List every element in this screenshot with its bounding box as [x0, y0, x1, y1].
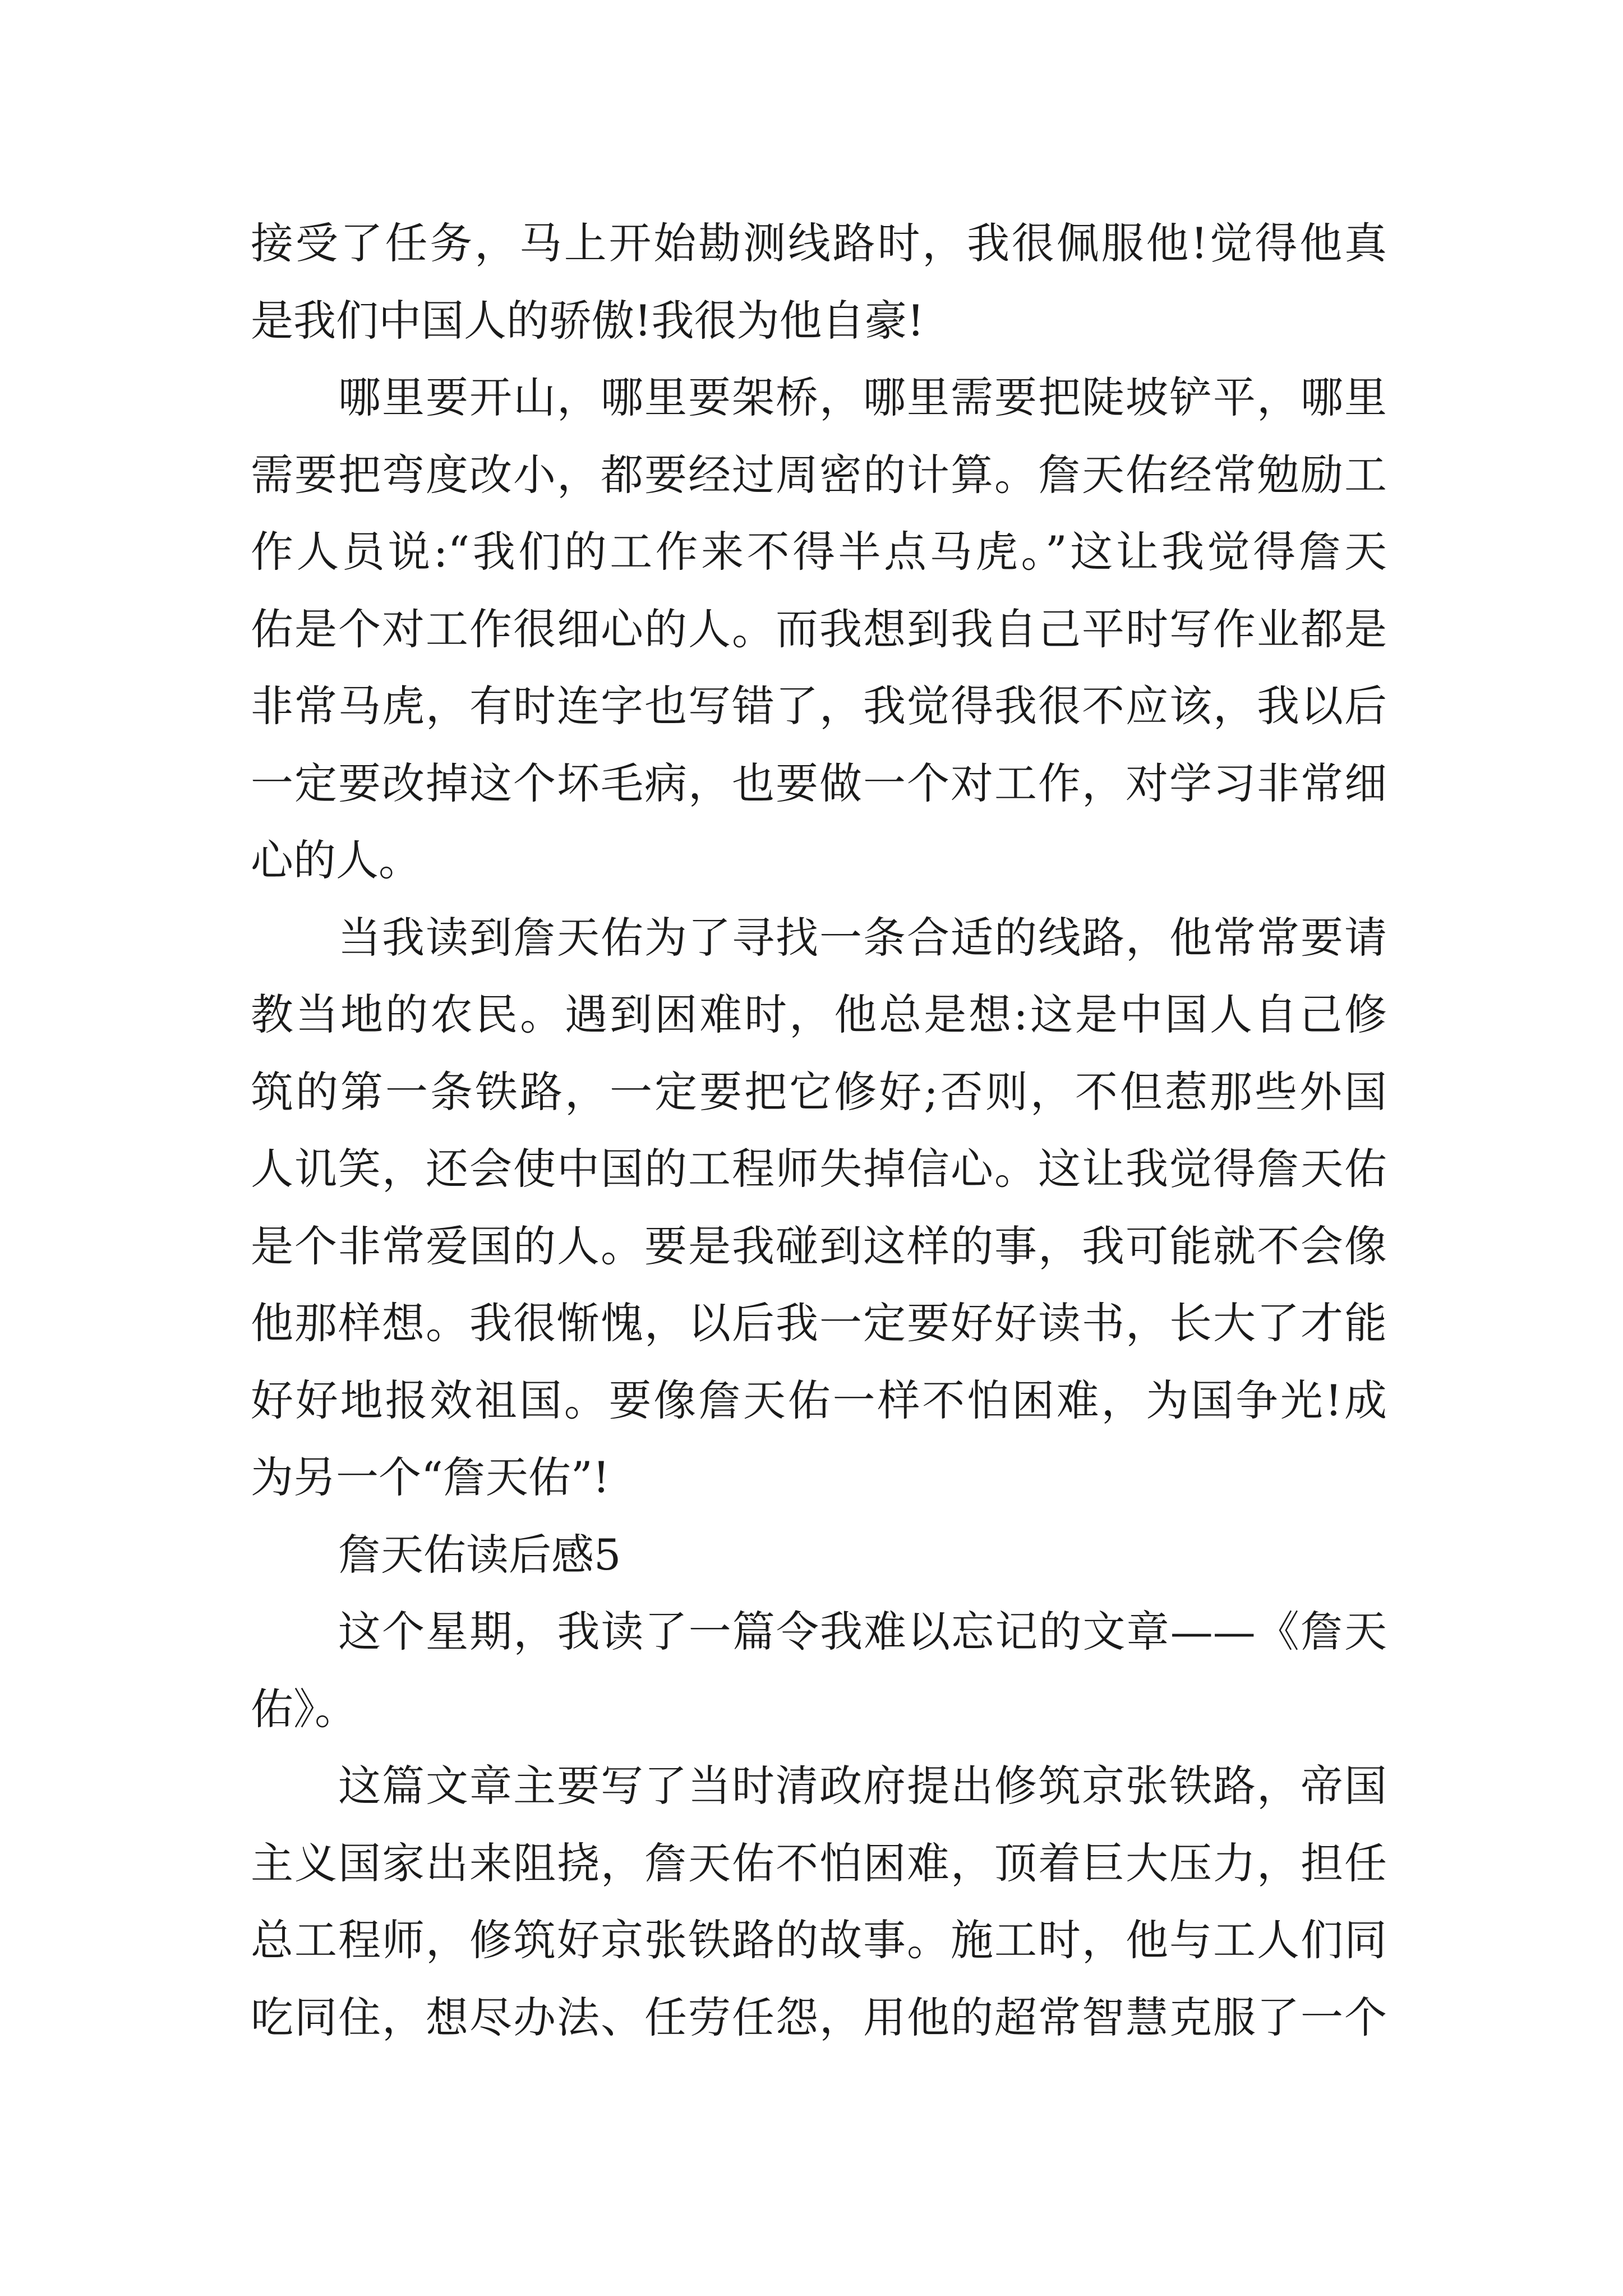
- text-line: 接受了任务，马上开始勘测线路时，我很佩服他!觉得他真: [251, 218, 1387, 268]
- document-body: [251, 205, 1387, 2056]
- paragraph: [251, 1593, 1387, 1747]
- text-line: 是个非常爱国的人。要是我碰到这样的事，我可能就不会像: [251, 1221, 1387, 1271]
- text-line: 这个星期，我读了一篇令我难以忘记的文章——《詹天: [338, 1607, 1387, 1657]
- text-line: 作人员说:“我们的工作来不得半点马虎。”这让我觉得詹天: [251, 527, 1387, 577]
- text-line: 总工程师，修筑好京张铁路的故事。施工时，他与工人们同: [251, 1915, 1387, 1965]
- text-line: 这篇文章主要写了当时清政府提出修筑京张铁路，帝国: [338, 1761, 1387, 1811]
- text-line: 教当地的农民。遇到困难时，他总是想:这是中国人自己修: [251, 990, 1387, 1039]
- text-line: 心的人。: [251, 835, 421, 885]
- text-line: 筑的第一条铁路，一定要把它修好;否则，不但惹那些外国: [251, 1066, 1387, 1117]
- paragraph: [251, 359, 1387, 899]
- text-line: 人讥笑，还会使中国的工程师失掉信心。这让我觉得詹天佑: [251, 1144, 1387, 1194]
- text-line: 是我们中国人的骄傲!我很为他自豪!: [251, 295, 925, 346]
- text-line: 佑是个对工作很细心的人。而我想到我自己平时写作业都是: [251, 604, 1387, 654]
- heading-text: 詹天佑读后感5: [338, 1529, 621, 1580]
- text-line: 哪里要开山，哪里要架桥，哪里需要把陡坡铲平，哪里: [338, 372, 1387, 422]
- text-line: 主义国家出来阻挠，詹天佑不怕困难，顶着巨大压力，担任: [251, 1838, 1387, 1888]
- text-line: 为另一个“詹天佑”!: [251, 1452, 610, 1502]
- text-line: 当我读到詹天佑为了寻找一条合适的线路，他常常要请: [338, 912, 1387, 963]
- text-line: 需要把弯度改小，都要经过周密的计算。詹天佑经常勉励工: [251, 449, 1387, 500]
- text-line: 佑》。: [251, 1683, 357, 1734]
- text-line: 他那样想。我很惭愧，以后我一定要好好读书，长大了才能: [251, 1298, 1387, 1348]
- text-line: 一定要改掉这个坏毛病，也要做一个对工作，对学习非常细: [251, 758, 1387, 808]
- text-line: 非常马虎，有时连字也写错了，我觉得我很不应该，我以后: [251, 681, 1387, 731]
- text-line: 好好地报效祖国。要像詹天佑一样不怕困难，为国争光!成: [251, 1375, 1387, 1425]
- paragraph: [251, 899, 1387, 1516]
- paragraph: [251, 1747, 1387, 2056]
- section-heading: [251, 1516, 1387, 1594]
- text-line: 吃同住，想尽办法、任劳任怨，用他的超常智慧克服了一个: [251, 1992, 1387, 2042]
- paragraph: [251, 205, 1387, 359]
